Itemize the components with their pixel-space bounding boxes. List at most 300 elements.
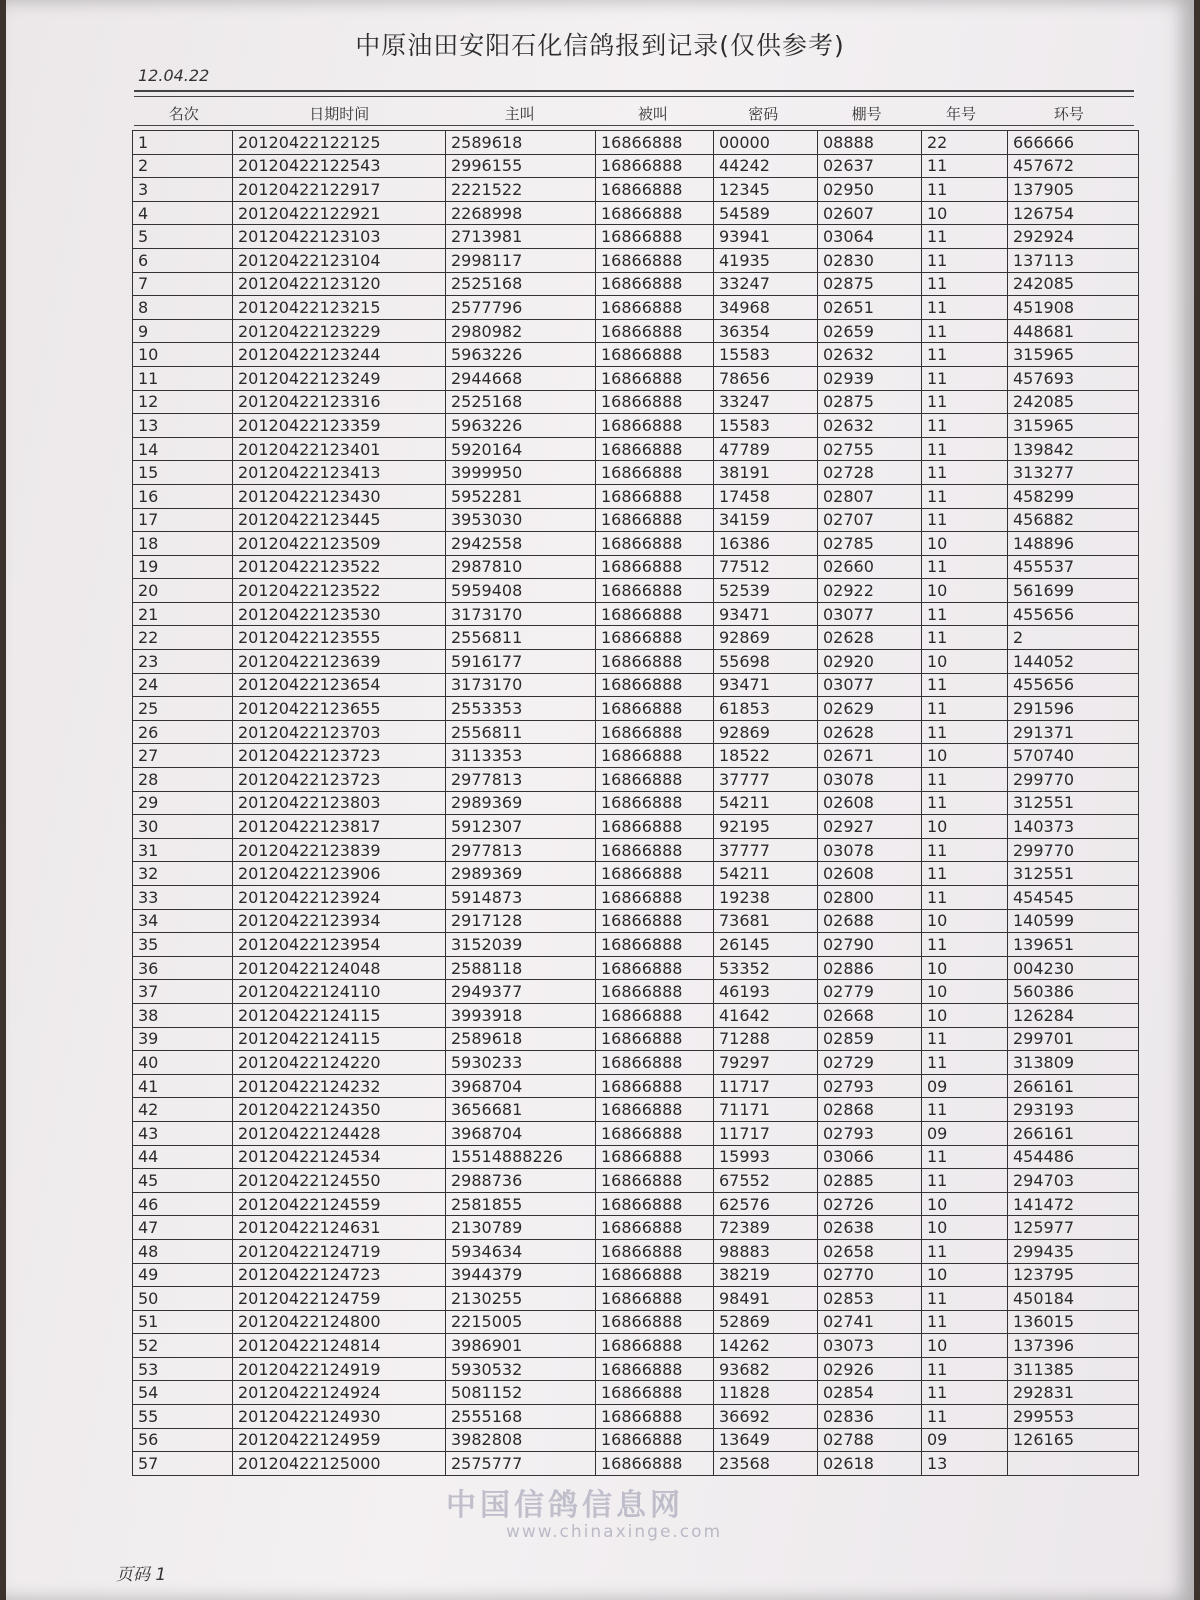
- table-row: [133, 1287, 1139, 1311]
- table-row: [133, 1121, 1139, 1145]
- cell-ring: 004230: [1008, 956, 1139, 980]
- cell-datetime: 20120422124800: [233, 1310, 446, 1334]
- cell-year: 11: [922, 1145, 1008, 1169]
- cell-password: 71288: [714, 1027, 818, 1051]
- arrival-table: [132, 130, 1139, 1476]
- cell-year: 11: [922, 178, 1008, 202]
- cell-ring: 312551: [1008, 862, 1139, 886]
- cell-year: 10: [922, 980, 1008, 1004]
- cell-callee: 16866888: [596, 1310, 714, 1334]
- cell-rank: 26: [133, 720, 233, 744]
- cell-rank: 46: [133, 1192, 233, 1216]
- cell-loft: 03077: [818, 602, 922, 626]
- cell-caller: 5912307: [446, 815, 596, 839]
- table-row: [133, 272, 1139, 296]
- cell-year: 11: [922, 225, 1008, 249]
- cell-rank: 2: [133, 154, 233, 178]
- table-row: [133, 838, 1139, 862]
- cell-callee: 16866888: [596, 225, 714, 249]
- cell-rank: 27: [133, 744, 233, 768]
- cell-datetime: 20120422123954: [233, 933, 446, 957]
- cell-callee: 16866888: [596, 720, 714, 744]
- cell-callee: 16866888: [596, 650, 714, 674]
- cell-datetime: 20120422123103: [233, 225, 446, 249]
- cell-year: 11: [922, 272, 1008, 296]
- cell-rank: 45: [133, 1169, 233, 1193]
- cell-caller: 2917128: [446, 909, 596, 933]
- cell-callee: 16866888: [596, 1287, 714, 1311]
- cell-callee: 16866888: [596, 1452, 714, 1476]
- cell-password: 78656: [714, 366, 818, 390]
- cell-rank: 10: [133, 343, 233, 367]
- cell-password: 12345: [714, 178, 818, 202]
- cell-loft: 02886: [818, 956, 922, 980]
- cell-ring: 294703: [1008, 1169, 1139, 1193]
- cell-callee: 16866888: [596, 980, 714, 1004]
- cell-caller: 2949377: [446, 980, 596, 1004]
- table-row: [133, 697, 1139, 721]
- table-row: [133, 1428, 1139, 1452]
- cell-callee: 16866888: [596, 201, 714, 225]
- cell-rank: 23: [133, 650, 233, 674]
- cell-year: 11: [922, 838, 1008, 862]
- cell-caller: 2980982: [446, 319, 596, 343]
- cell-loft: 02785: [818, 532, 922, 556]
- cell-callee: 16866888: [596, 626, 714, 650]
- cell-loft: 02793: [818, 1074, 922, 1098]
- cell-ring: 137396: [1008, 1334, 1139, 1358]
- cell-year: 11: [922, 1051, 1008, 1075]
- cell-datetime: 20120422124759: [233, 1287, 446, 1311]
- cell-datetime: 20120422124559: [233, 1192, 446, 1216]
- cell-year: 11: [922, 720, 1008, 744]
- cell-password: 41935: [714, 248, 818, 272]
- paper-sheet: [6, 0, 1194, 1600]
- table-row: [133, 1098, 1139, 1122]
- cell-callee: 16866888: [596, 532, 714, 556]
- table-row: [133, 909, 1139, 933]
- cell-rank: 42: [133, 1098, 233, 1122]
- cell-ring: 457672: [1008, 154, 1139, 178]
- cell-datetime: 20120422124428: [233, 1121, 446, 1145]
- cell-year: 09: [922, 1074, 1008, 1098]
- cell-password: 46193: [714, 980, 818, 1004]
- cell-loft: 03078: [818, 838, 922, 862]
- cell-datetime: 20120422124350: [233, 1098, 446, 1122]
- cell-ring: 293193: [1008, 1098, 1139, 1122]
- cell-callee: 16866888: [596, 1169, 714, 1193]
- cell-callee: 16866888: [596, 1239, 714, 1263]
- cell-rank: 37: [133, 980, 233, 1004]
- cell-loft: 02920: [818, 650, 922, 674]
- cell-password: 18522: [714, 744, 818, 768]
- cell-loft: 02707: [818, 508, 922, 532]
- cell-loft: 02637: [818, 154, 922, 178]
- cell-callee: 16866888: [596, 154, 714, 178]
- cell-caller: 5081152: [446, 1381, 596, 1405]
- cell-ring: 455656: [1008, 602, 1139, 626]
- cell-year: 11: [922, 248, 1008, 272]
- cell-datetime: 20120422124048: [233, 956, 446, 980]
- cell-callee: 16866888: [596, 296, 714, 320]
- cell-loft: 02632: [818, 414, 922, 438]
- cell-year: 11: [922, 319, 1008, 343]
- cell-caller: 2575777: [446, 1452, 596, 1476]
- cell-caller: 3173170: [446, 602, 596, 626]
- cell-ring: 560386: [1008, 980, 1139, 1004]
- cell-callee: 16866888: [596, 1098, 714, 1122]
- cell-ring: 126165: [1008, 1428, 1139, 1452]
- cell-rank: 30: [133, 815, 233, 839]
- cell-year: 10: [922, 1192, 1008, 1216]
- column-header-ring: 环号: [1053, 105, 1084, 123]
- table-row: [133, 343, 1139, 367]
- cell-password: 62576: [714, 1192, 818, 1216]
- cell-caller: 3999950: [446, 461, 596, 485]
- cell-password: 37777: [714, 838, 818, 862]
- cell-caller: 2130789: [446, 1216, 596, 1240]
- cell-password: 98883: [714, 1239, 818, 1263]
- table-row: [133, 532, 1139, 556]
- table-row: [133, 1357, 1139, 1381]
- cell-password: 47789: [714, 437, 818, 461]
- table-row: [133, 248, 1139, 272]
- cell-ring: 139842: [1008, 437, 1139, 461]
- cell-password: 33247: [714, 390, 818, 414]
- cell-callee: 16866888: [596, 791, 714, 815]
- cell-password: 67552: [714, 1169, 818, 1193]
- watermark-url: www.chinaxinge.com: [506, 1522, 723, 1542]
- cell-loft: 02779: [818, 980, 922, 1004]
- cell-password: 00000: [714, 131, 818, 155]
- cell-password: 73681: [714, 909, 818, 933]
- cell-rank: 19: [133, 555, 233, 579]
- cell-ring: [1008, 1452, 1139, 1476]
- table-row: [133, 1334, 1139, 1358]
- cell-year: 11: [922, 602, 1008, 626]
- table-row: [133, 319, 1139, 343]
- table-row: [133, 131, 1139, 155]
- cell-datetime: 20120422125000: [233, 1452, 446, 1476]
- cell-year: 11: [922, 1169, 1008, 1193]
- cell-ring: 299770: [1008, 768, 1139, 792]
- cell-ring: 666666: [1008, 131, 1139, 155]
- cell-rank: 9: [133, 319, 233, 343]
- cell-year: 13: [922, 1452, 1008, 1476]
- cell-ring: 291596: [1008, 697, 1139, 721]
- table-row: [133, 650, 1139, 674]
- cell-datetime: 20120422123359: [233, 414, 446, 438]
- cell-password: 77512: [714, 555, 818, 579]
- cell-password: 15993: [714, 1145, 818, 1169]
- cell-ring: 315965: [1008, 343, 1139, 367]
- cell-caller: 3173170: [446, 673, 596, 697]
- cell-loft: 02770: [818, 1263, 922, 1287]
- cell-loft: 02807: [818, 484, 922, 508]
- cell-loft: 02790: [818, 933, 922, 957]
- column-header-password: 密码: [748, 105, 779, 123]
- cell-loft: 02800: [818, 886, 922, 910]
- cell-password: 98491: [714, 1287, 818, 1311]
- cell-rank: 56: [133, 1428, 233, 1452]
- cell-callee: 16866888: [596, 1051, 714, 1075]
- cell-callee: 16866888: [596, 178, 714, 202]
- table-row: [133, 1310, 1139, 1334]
- cell-datetime: 20120422124814: [233, 1334, 446, 1358]
- table-row: [133, 1263, 1139, 1287]
- table-row: [133, 390, 1139, 414]
- cell-ring: 450184: [1008, 1287, 1139, 1311]
- cell-caller: 5930532: [446, 1357, 596, 1381]
- cell-year: 11: [922, 508, 1008, 532]
- cell-password: 36692: [714, 1405, 818, 1429]
- cell-datetime: 20120422124220: [233, 1051, 446, 1075]
- table-row: [133, 579, 1139, 603]
- table-row: [133, 201, 1139, 225]
- cell-rank: 24: [133, 673, 233, 697]
- cell-rank: 20: [133, 579, 233, 603]
- cell-rank: 57: [133, 1452, 233, 1476]
- cell-ring: 451908: [1008, 296, 1139, 320]
- cell-datetime: 20120422123924: [233, 886, 446, 910]
- cell-loft: 02671: [818, 744, 922, 768]
- cell-rank: 35: [133, 933, 233, 957]
- cell-callee: 16866888: [596, 579, 714, 603]
- table-row: [133, 862, 1139, 886]
- table-row: [133, 484, 1139, 508]
- cell-year: 11: [922, 366, 1008, 390]
- cell-datetime: 20120422123413: [233, 461, 446, 485]
- cell-loft: 02755: [818, 437, 922, 461]
- cell-password: 13649: [714, 1428, 818, 1452]
- cell-caller: 2589618: [446, 131, 596, 155]
- cell-datetime: 20120422123522: [233, 555, 446, 579]
- cell-ring: 455656: [1008, 673, 1139, 697]
- cell-callee: 16866888: [596, 1003, 714, 1027]
- cell-ring: 292831: [1008, 1381, 1139, 1405]
- cell-loft: 02853: [818, 1287, 922, 1311]
- cell-year: 11: [922, 1381, 1008, 1405]
- cell-callee: 16866888: [596, 508, 714, 532]
- cell-loft: 02660: [818, 555, 922, 579]
- table-row: [133, 933, 1139, 957]
- table-row: [133, 1074, 1139, 1098]
- cell-loft: 03078: [818, 768, 922, 792]
- table-row: [133, 414, 1139, 438]
- cell-caller: 2944668: [446, 366, 596, 390]
- cell-ring: 561699: [1008, 579, 1139, 603]
- table-row: [133, 225, 1139, 249]
- cell-datetime: 20120422123215: [233, 296, 446, 320]
- cell-year: 11: [922, 697, 1008, 721]
- cell-callee: 16866888: [596, 602, 714, 626]
- cell-rank: 54: [133, 1381, 233, 1405]
- cell-datetime: 20120422123654: [233, 673, 446, 697]
- cell-caller: 2577796: [446, 296, 596, 320]
- cell-password: 72389: [714, 1216, 818, 1240]
- cell-rank: 31: [133, 838, 233, 862]
- cell-ring: 148896: [1008, 532, 1139, 556]
- table-row: [133, 768, 1139, 792]
- cell-ring: 456882: [1008, 508, 1139, 532]
- column-headers: [134, 103, 1134, 125]
- cell-ring: 299553: [1008, 1405, 1139, 1429]
- cell-callee: 16866888: [596, 933, 714, 957]
- column-header-caller: 主叫: [504, 105, 535, 123]
- cell-password: 38219: [714, 1263, 818, 1287]
- cell-caller: 3113353: [446, 744, 596, 768]
- cell-caller: 2988736: [446, 1169, 596, 1193]
- cell-loft: 02950: [818, 178, 922, 202]
- cell-callee: 16866888: [596, 414, 714, 438]
- cell-loft: 02885: [818, 1169, 922, 1193]
- cell-callee: 16866888: [596, 697, 714, 721]
- cell-datetime: 20120422124959: [233, 1428, 446, 1452]
- cell-year: 10: [922, 744, 1008, 768]
- header-rule: [134, 96, 1134, 97]
- cell-year: 10: [922, 579, 1008, 603]
- column-header-datetime: 日期时间: [309, 105, 370, 123]
- cell-loft: 03066: [818, 1145, 922, 1169]
- cell-rank: 12: [133, 390, 233, 414]
- cell-callee: 16866888: [596, 1428, 714, 1452]
- cell-rank: 38: [133, 1003, 233, 1027]
- table-row: [133, 461, 1139, 485]
- cell-caller: 2553353: [446, 697, 596, 721]
- cell-ring: 292924: [1008, 225, 1139, 249]
- cell-loft: 02729: [818, 1051, 922, 1075]
- cell-password: 26145: [714, 933, 818, 957]
- column-header-year: 年号: [946, 105, 977, 123]
- cell-ring: 123795: [1008, 1263, 1139, 1287]
- cell-callee: 16866888: [596, 1381, 714, 1405]
- cell-password: 36354: [714, 319, 818, 343]
- cell-loft: 02836: [818, 1405, 922, 1429]
- cell-ring: 242085: [1008, 390, 1139, 414]
- cell-datetime: 20120422123522: [233, 579, 446, 603]
- column-header-callee: 被叫: [637, 105, 668, 123]
- cell-loft: 02658: [818, 1239, 922, 1263]
- cell-callee: 16866888: [596, 1263, 714, 1287]
- cell-datetime: 20120422123249: [233, 366, 446, 390]
- cell-datetime: 20120422123723: [233, 744, 446, 768]
- cell-rank: 51: [133, 1310, 233, 1334]
- cell-rank: 55: [133, 1405, 233, 1429]
- cell-datetime: 20120422122543: [233, 154, 446, 178]
- cell-password: 92869: [714, 626, 818, 650]
- cell-callee: 16866888: [596, 886, 714, 910]
- cell-caller: 2525168: [446, 390, 596, 414]
- cell-password: 54211: [714, 862, 818, 886]
- cell-callee: 16866888: [596, 366, 714, 390]
- cell-datetime: 20120422124924: [233, 1381, 446, 1405]
- cell-year: 11: [922, 484, 1008, 508]
- cell-datetime: 20120422122917: [233, 178, 446, 202]
- cell-caller: 2130255: [446, 1287, 596, 1311]
- cell-ring: 140599: [1008, 909, 1139, 933]
- header-rule: [134, 125, 1134, 126]
- cell-ring: 140373: [1008, 815, 1139, 839]
- cell-loft: 02618: [818, 1452, 922, 1476]
- cell-rank: 16: [133, 484, 233, 508]
- cell-loft: 02668: [818, 1003, 922, 1027]
- cell-year: 11: [922, 1239, 1008, 1263]
- cell-loft: 02632: [818, 343, 922, 367]
- cell-callee: 16866888: [596, 1027, 714, 1051]
- cell-year: 11: [922, 1357, 1008, 1381]
- cell-caller: 2556811: [446, 626, 596, 650]
- cell-loft: 02926: [818, 1357, 922, 1381]
- cell-caller: 3152039: [446, 933, 596, 957]
- cell-year: 11: [922, 886, 1008, 910]
- cell-caller: 5916177: [446, 650, 596, 674]
- cell-loft: 08888: [818, 131, 922, 155]
- cell-password: 44242: [714, 154, 818, 178]
- cell-datetime: 20120422124550: [233, 1169, 446, 1193]
- cell-year: 11: [922, 296, 1008, 320]
- cell-rank: 17: [133, 508, 233, 532]
- cell-rank: 28: [133, 768, 233, 792]
- cell-password: 11717: [714, 1074, 818, 1098]
- cell-year: 11: [922, 437, 1008, 461]
- cell-rank: 43: [133, 1121, 233, 1145]
- cell-year: 11: [922, 1405, 1008, 1429]
- cell-year: 10: [922, 1003, 1008, 1027]
- cell-password: 37777: [714, 768, 818, 792]
- table-row: [133, 154, 1139, 178]
- cell-password: 14262: [714, 1334, 818, 1358]
- cell-caller: 2221522: [446, 178, 596, 202]
- cell-caller: 3944379: [446, 1263, 596, 1287]
- cell-callee: 16866888: [596, 768, 714, 792]
- page-title: 中原油田安阳石化信鸽报到记录(仅供参考): [355, 31, 845, 60]
- cell-rank: 36: [133, 956, 233, 980]
- cell-ring: 2: [1008, 626, 1139, 650]
- cell-password: 11828: [714, 1381, 818, 1405]
- cell-rank: 48: [133, 1239, 233, 1263]
- cell-password: 79297: [714, 1051, 818, 1075]
- cell-loft: 02608: [818, 791, 922, 815]
- cell-ring: 312551: [1008, 791, 1139, 815]
- cell-year: 11: [922, 343, 1008, 367]
- table-row: [133, 720, 1139, 744]
- table-row: [133, 980, 1139, 1004]
- cell-password: 52539: [714, 579, 818, 603]
- cell-caller: 2215005: [446, 1310, 596, 1334]
- cell-loft: 02638: [818, 1216, 922, 1240]
- cell-loft: 02607: [818, 201, 922, 225]
- cell-caller: 5959408: [446, 579, 596, 603]
- cell-rank: 47: [133, 1216, 233, 1240]
- cell-ring: 137905: [1008, 178, 1139, 202]
- cell-rank: 41: [133, 1074, 233, 1098]
- cell-year: 11: [922, 933, 1008, 957]
- cell-ring: 136015: [1008, 1310, 1139, 1334]
- cell-datetime: 20120422123530: [233, 602, 446, 626]
- cell-loft: 02859: [818, 1027, 922, 1051]
- cell-year: 10: [922, 1263, 1008, 1287]
- cell-datetime: 20120422123639: [233, 650, 446, 674]
- cell-caller: 2996155: [446, 154, 596, 178]
- cell-ring: 313277: [1008, 461, 1139, 485]
- cell-ring: 137113: [1008, 248, 1139, 272]
- cell-datetime: 20120422124719: [233, 1239, 446, 1263]
- cell-callee: 16866888: [596, 1216, 714, 1240]
- cell-callee: 16866888: [596, 673, 714, 697]
- cell-callee: 16866888: [596, 437, 714, 461]
- cell-rank: 44: [133, 1145, 233, 1169]
- cell-ring: 315965: [1008, 414, 1139, 438]
